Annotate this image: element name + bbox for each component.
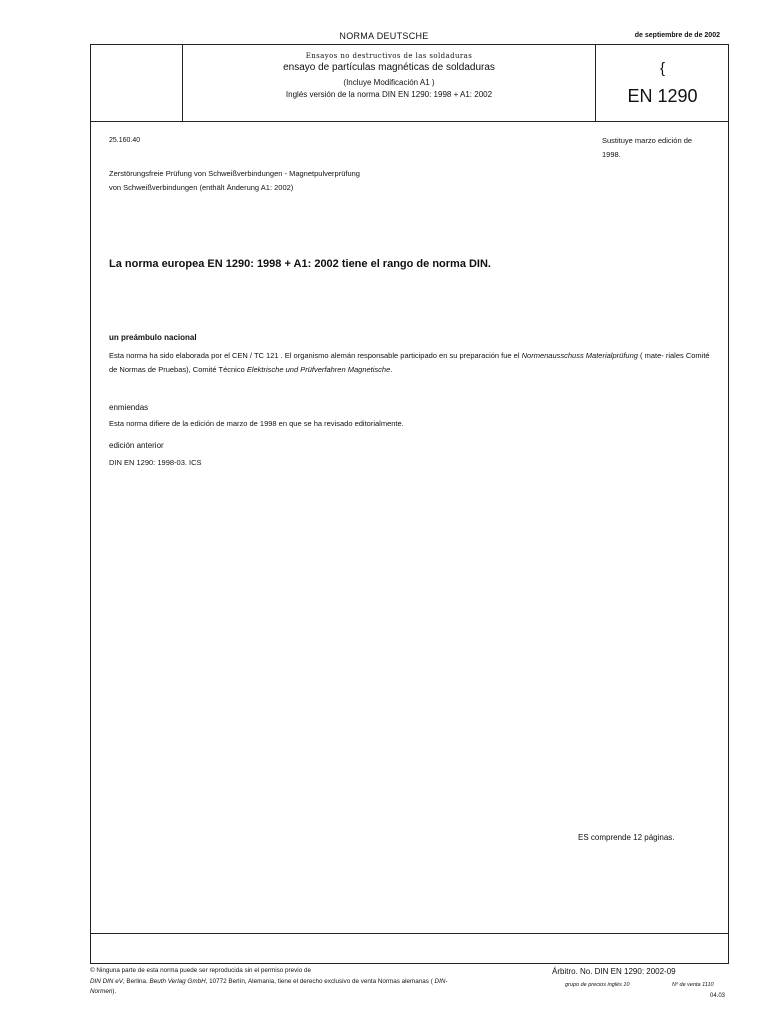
german-title [109,167,589,195]
german-title-line-2: von Schweißverbindungen (enthält Änderung A1: 2002) [109,183,294,192]
preamble-text-b: ( mate- riales Comité de Normas de Pruebas), Comité Técnico [109,351,710,374]
standard-series-label: NORMA DEUTSCHE [339,31,429,41]
din-normen: DIN-Normen [90,977,448,995]
price-group: grupo de precios inglés 10 [565,982,630,988]
title-right-divider [595,44,596,121]
german-title-line-1: Zerstörungsfreie Prüfung von Schweißverbindungen - Magnetpulverprüfung [109,169,360,178]
previous-edition-heading: edición anterior [109,441,164,450]
status-statement: La norma europea EN 1290: 1998 + A1: 2002 tiene el rango de norma DIN. [109,258,491,270]
preamble-text-a: Esta norma ha sido elaborada por el CEN / TC 121 . El organismo alemán responsable participado en su preparación fue el [109,351,522,360]
amendments-text: Esta norma difiere de la edición de marzo de 1998 en que se ha revisado editorialmente. [109,419,404,428]
standard-number: EN 1290 [627,86,698,106]
publisher-text-3: ). [112,988,117,995]
publication-date: de septiembre de de 2002 [634,32,720,39]
amendment-note: (Incluye Modificación A1 ) [343,78,435,87]
publisher-2-name: Beuth Verlag GmbH [149,977,206,985]
preamble-text-c: . [390,365,393,374]
publisher-line [90,977,470,998]
supersedes-line-1: Sustituye marzo edición de [602,136,693,145]
technical-committee-name: Elektrische und Prüfverfahren Magnetische [246,365,391,374]
copyright-line: © Ninguna parte de esta norma puede ser reproducida sin el permiso previo de [90,967,311,974]
supersedes-note [602,134,722,162]
footer-code: 04.03 [710,993,726,999]
sales-number: Nº de venta 1110 [672,982,714,988]
preamble-text [109,349,719,377]
publisher-text-1: , Berlina. [122,977,150,985]
english-version-note: Inglés versión de la norma DIN EN 1290: 1998 + A1: 2002 [285,90,493,99]
publisher-name: DIN DIN eV [90,977,123,985]
title-block [183,52,595,99]
previous-edition-text: DIN EN 1290: 1998-03. ICS [109,458,202,467]
amendments-heading: enmiendas [109,403,149,412]
bottom-divider [90,933,729,934]
reference-number: Árbitro. No. DIN EN 1290: 2002-09 [552,967,676,976]
title-small: Ensayos no destructivos de las soldaduras [305,52,473,60]
document-title: ensayo de partículas magnéticas de soldaduras [283,62,495,73]
brace-symbol: { [659,60,665,77]
preamble-heading: un preámbulo nacional [109,333,197,342]
copyright-notice [90,966,470,998]
ics-code: 25.160.40 [109,137,141,144]
title-divider [90,121,729,122]
supersedes-line-2: 1998. [602,150,621,159]
committee-name: Normenausschuss Materialprüfung [521,351,638,360]
publisher-text-2: , 10772 Berlín, Alemania, tiene el derecho exclusivo de venta Normas alemanas ( [205,977,435,985]
page-count-note: ES comprende 12 páginas. [578,833,675,842]
